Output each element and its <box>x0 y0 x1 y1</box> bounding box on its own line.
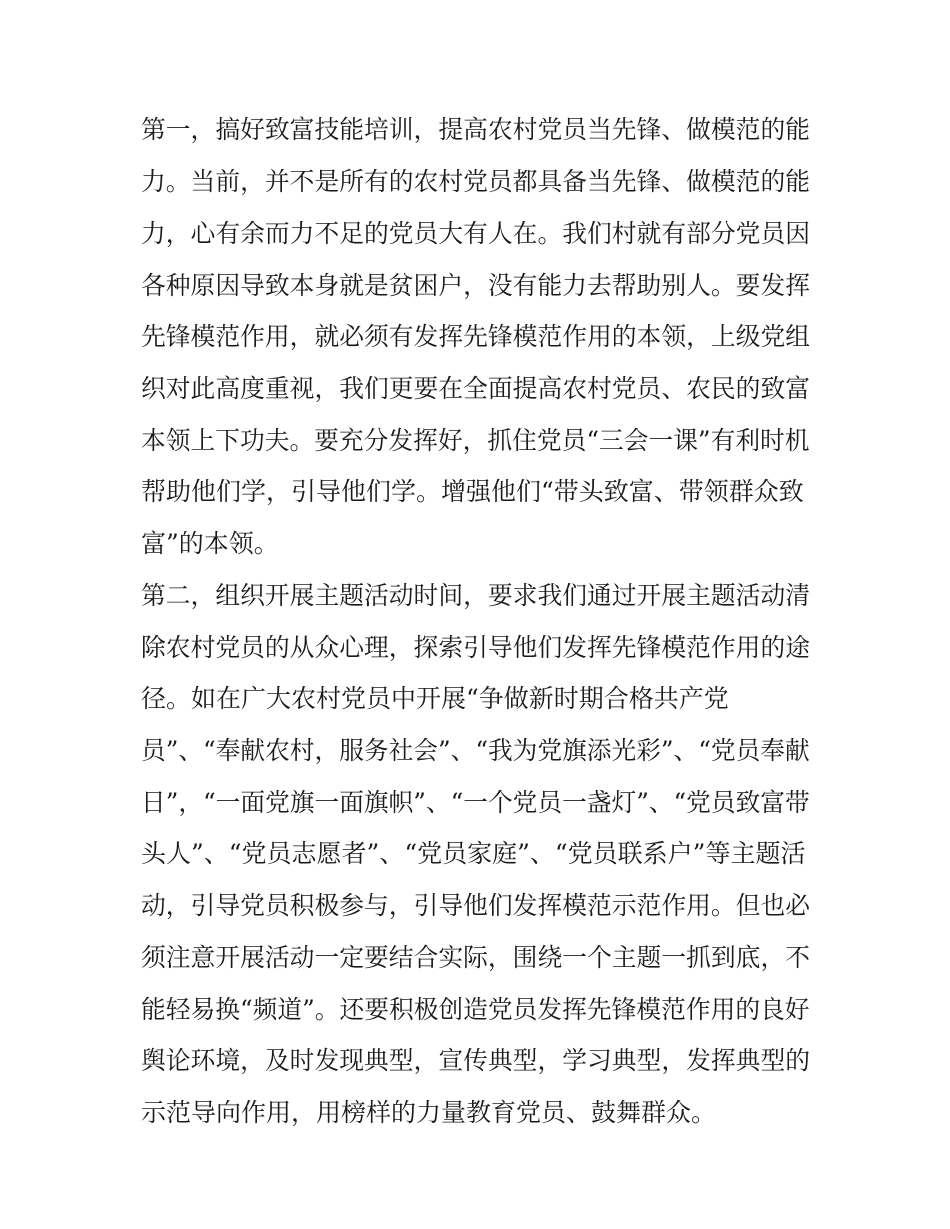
text-line: 本领上下功夫。要充分发挥好，抓住党员“三会一课”有利时机 <box>141 426 810 455</box>
text-line: 动，引导党员积极参与，引导他们发挥模范示范作用。但也必 <box>141 891 811 920</box>
text-line: 富”的本领。 <box>141 529 279 558</box>
text-line: 先锋模范作用，就必须有发挥先锋模范作用的本领，上级党组 <box>141 322 811 351</box>
text-line: 第二，组织开展主题活动时间，要求我们通过开展主题活动清 <box>141 581 811 610</box>
text-line: 头人”、“党员志愿者”、“党员家庭”、“党员联系户”等主题活 <box>141 839 806 868</box>
text-line: 除农村党员的从众心理，探索引导他们发挥先锋模范作用的途 <box>141 633 811 662</box>
text-line: 日”，“一面党旗一面旗帜”、“一个党员一盏灯”、“党员致富带 <box>141 788 810 817</box>
text-line: 示范导向作用，用榜样的力量教育党员、鼓舞群众。 <box>141 1098 717 1127</box>
text-line: 力，心有余而力不足的党员大有人在。我们村就有部分党员因 <box>141 219 811 248</box>
text-line: 员”、“奉献农村，服务社会”、“我为党旗添光彩”、“党员奉献 <box>141 736 810 765</box>
text-line: 各种原因导致本身就是贫困户，没有能力去帮助别人。要发挥 <box>141 271 811 300</box>
text-line: 须注意开展活动一定要结合实际，围绕一个主题一抓到底，不 <box>141 943 811 972</box>
text-line: 能轻易换“频道”。还要积极创造党员发挥先锋模范作用的良好 <box>141 995 810 1024</box>
text-line: 舆论环境，及时发现典型，宣传典型，学习典型，发挥典型的 <box>141 1046 811 1075</box>
text-line: 径。如在广大农村党员中开展“争做新时期合格共产党 <box>141 684 729 713</box>
text-line: 帮助他们学，引导他们学。增强他们“带头致富、带领群众致 <box>141 477 804 506</box>
text-line: 第一，搞好致富技能培训，提高农村党员当先锋、做模范的能 <box>141 115 811 144</box>
text-line: 力。当前，并不是所有的农村党员都具备当先锋、做模范的能 <box>141 167 811 196</box>
text-line: 织对此高度重视，我们更要在全面提高农村党员、农民的致富 <box>141 374 811 403</box>
